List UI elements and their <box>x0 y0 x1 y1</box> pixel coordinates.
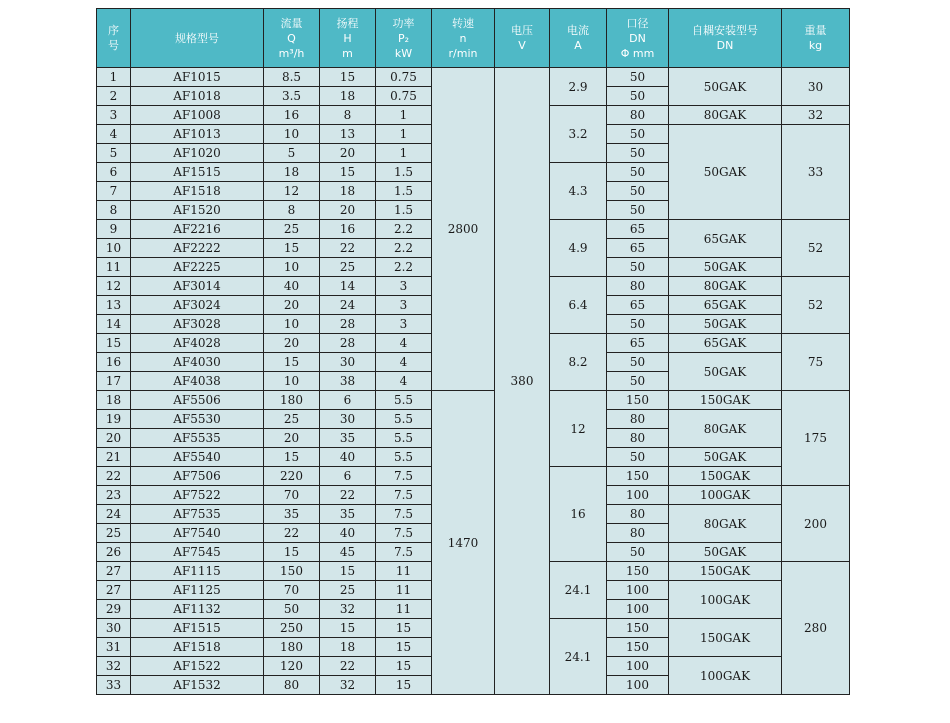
row-model: AF1518 <box>131 638 264 657</box>
row-index: 12 <box>97 277 131 296</box>
row-head: 18 <box>320 87 376 106</box>
header-head: 扬程 H m <box>320 9 376 68</box>
row-model: AF1008 <box>131 106 264 125</box>
row-index: 17 <box>97 372 131 391</box>
row-flow: 8.5 <box>264 68 320 87</box>
row-head: 28 <box>320 315 376 334</box>
row-power: 3 <box>376 296 432 315</box>
row-install-model: 80GAK <box>669 410 782 448</box>
row-head: 15 <box>320 68 376 87</box>
row-flow: 40 <box>264 277 320 296</box>
row-install-model: 150GAK <box>669 619 782 657</box>
row-index: 29 <box>97 600 131 619</box>
row-flow: 20 <box>264 334 320 353</box>
row-install-model: 65GAK <box>669 334 782 353</box>
row-power: 3 <box>376 315 432 334</box>
row-index: 5 <box>97 144 131 163</box>
row-diameter: 150 <box>607 467 669 486</box>
row-install-model: 50GAK <box>669 68 782 106</box>
row-power: 15 <box>376 619 432 638</box>
row-model: AF1518 <box>131 182 264 201</box>
row-index: 11 <box>97 258 131 277</box>
row-head: 40 <box>320 448 376 467</box>
row-power: 15 <box>376 638 432 657</box>
row-index: 23 <box>97 486 131 505</box>
row-install-model: 100GAK <box>669 657 782 695</box>
row-model: AF5530 <box>131 410 264 429</box>
row-diameter: 50 <box>607 68 669 87</box>
header-current: 电流 A <box>550 9 607 68</box>
row-weight: 200 <box>782 486 850 562</box>
row-head: 22 <box>320 657 376 676</box>
row-index: 1 <box>97 68 131 87</box>
row-head: 8 <box>320 106 376 125</box>
row-head: 15 <box>320 562 376 581</box>
row-model: AF4028 <box>131 334 264 353</box>
row-diameter: 50 <box>607 163 669 182</box>
row-head: 30 <box>320 410 376 429</box>
row-flow: 10 <box>264 258 320 277</box>
row-index: 15 <box>97 334 131 353</box>
header-weight: 重量 kg <box>782 9 850 68</box>
row-head: 20 <box>320 201 376 220</box>
row-diameter: 50 <box>607 258 669 277</box>
table-row <box>97 68 850 87</box>
row-index: 8 <box>97 201 131 220</box>
row-install-model: 100GAK <box>669 581 782 619</box>
row-power: 5.5 <box>376 410 432 429</box>
row-power: 2.2 <box>376 220 432 239</box>
row-model: AF5535 <box>131 429 264 448</box>
row-power: 3 <box>376 277 432 296</box>
row-diameter: 100 <box>607 581 669 600</box>
row-index: 13 <box>97 296 131 315</box>
row-speed: 2800 <box>432 68 495 391</box>
header-speed: 转速 n r/min <box>432 9 495 68</box>
row-model: AF3014 <box>131 277 264 296</box>
row-model: AF1132 <box>131 600 264 619</box>
row-head: 20 <box>320 144 376 163</box>
row-model: AF1020 <box>131 144 264 163</box>
row-power: 1.5 <box>376 201 432 220</box>
row-current: 4.3 <box>550 163 607 220</box>
row-index: 31 <box>97 638 131 657</box>
row-flow: 80 <box>264 676 320 695</box>
row-index: 27 <box>97 581 131 600</box>
row-diameter: 100 <box>607 676 669 695</box>
row-head: 32 <box>320 676 376 695</box>
row-model: AF1532 <box>131 676 264 695</box>
row-diameter: 50 <box>607 353 669 372</box>
row-flow: 70 <box>264 581 320 600</box>
row-model: AF1515 <box>131 619 264 638</box>
row-install-model: 100GAK <box>669 486 782 505</box>
row-power: 1 <box>376 144 432 163</box>
row-index: 3 <box>97 106 131 125</box>
row-weight: 32 <box>782 106 850 125</box>
row-power: 11 <box>376 581 432 600</box>
row-install-model: 50GAK <box>669 353 782 391</box>
row-power: 2.2 <box>376 239 432 258</box>
row-head: 15 <box>320 163 376 182</box>
row-index: 4 <box>97 125 131 144</box>
row-flow: 150 <box>264 562 320 581</box>
header-index: 序 号 <box>97 9 131 68</box>
row-head: 28 <box>320 334 376 353</box>
row-head: 14 <box>320 277 376 296</box>
row-install-model: 65GAK <box>669 220 782 258</box>
row-diameter: 80 <box>607 106 669 125</box>
row-power: 7.5 <box>376 486 432 505</box>
row-flow: 8 <box>264 201 320 220</box>
row-head: 6 <box>320 467 376 486</box>
row-flow: 10 <box>264 125 320 144</box>
row-power: 15 <box>376 657 432 676</box>
header-install-model: 自耦安装型号 DN <box>669 9 782 68</box>
row-install-model: 50GAK <box>669 125 782 220</box>
row-weight: 52 <box>782 220 850 277</box>
row-weight: 30 <box>782 68 850 106</box>
row-model: AF4038 <box>131 372 264 391</box>
row-power: 4 <box>376 334 432 353</box>
row-head: 18 <box>320 182 376 201</box>
row-model: AF2216 <box>131 220 264 239</box>
row-model: AF3028 <box>131 315 264 334</box>
row-flow: 22 <box>264 524 320 543</box>
row-head: 32 <box>320 600 376 619</box>
row-flow: 70 <box>264 486 320 505</box>
header-model: 规格型号 <box>131 9 264 68</box>
row-head: 35 <box>320 505 376 524</box>
row-flow: 10 <box>264 315 320 334</box>
row-flow: 20 <box>264 296 320 315</box>
row-flow: 35 <box>264 505 320 524</box>
row-flow: 15 <box>264 239 320 258</box>
row-diameter: 80 <box>607 524 669 543</box>
row-flow: 15 <box>264 448 320 467</box>
row-diameter: 80 <box>607 505 669 524</box>
header-row <box>97 9 850 68</box>
row-power: 5.5 <box>376 391 432 410</box>
row-diameter: 65 <box>607 239 669 258</box>
row-diameter: 100 <box>607 600 669 619</box>
row-power: 5.5 <box>376 448 432 467</box>
row-current: 4.9 <box>550 220 607 277</box>
row-install-model: 50GAK <box>669 315 782 334</box>
row-head: 15 <box>320 619 376 638</box>
row-head: 40 <box>320 524 376 543</box>
row-model: AF1125 <box>131 581 264 600</box>
row-diameter: 150 <box>607 391 669 410</box>
header-flow: 流量 Q m³/h <box>264 9 320 68</box>
header-diameter: 口径 DN Φ mm <box>607 9 669 68</box>
row-head: 25 <box>320 581 376 600</box>
row-weight: 280 <box>782 562 850 695</box>
row-diameter: 50 <box>607 372 669 391</box>
row-model: AF1520 <box>131 201 264 220</box>
row-index: 30 <box>97 619 131 638</box>
row-install-model: 150GAK <box>669 391 782 410</box>
row-flow: 250 <box>264 619 320 638</box>
row-install-model: 150GAK <box>669 467 782 486</box>
row-head: 38 <box>320 372 376 391</box>
row-diameter: 80 <box>607 410 669 429</box>
row-power: 7.5 <box>376 543 432 562</box>
row-voltage: 380 <box>495 68 550 695</box>
row-power: 1.5 <box>376 163 432 182</box>
row-power: 11 <box>376 562 432 581</box>
row-index: 21 <box>97 448 131 467</box>
row-install-model: 50GAK <box>669 448 782 467</box>
row-model: AF7506 <box>131 467 264 486</box>
row-model: AF4030 <box>131 353 264 372</box>
row-model: AF2222 <box>131 239 264 258</box>
row-model: AF1013 <box>131 125 264 144</box>
row-flow: 10 <box>264 372 320 391</box>
row-current: 6.4 <box>550 277 607 334</box>
row-index: 2 <box>97 87 131 106</box>
row-weight: 33 <box>782 125 850 220</box>
row-install-model: 80GAK <box>669 106 782 125</box>
table-body <box>97 68 850 695</box>
row-index: 20 <box>97 429 131 448</box>
row-speed: 1470 <box>432 391 495 695</box>
row-model: AF1515 <box>131 163 264 182</box>
row-diameter: 65 <box>607 334 669 353</box>
row-current: 8.2 <box>550 334 607 391</box>
row-head: 18 <box>320 638 376 657</box>
row-flow: 12 <box>264 182 320 201</box>
row-flow: 120 <box>264 657 320 676</box>
row-flow: 16 <box>264 106 320 125</box>
row-model: AF3024 <box>131 296 264 315</box>
row-index: 16 <box>97 353 131 372</box>
row-install-model: 50GAK <box>669 543 782 562</box>
row-flow: 18 <box>264 163 320 182</box>
row-diameter: 65 <box>607 220 669 239</box>
row-head: 16 <box>320 220 376 239</box>
row-power: 4 <box>376 372 432 391</box>
row-index: 26 <box>97 543 131 562</box>
row-flow: 3.5 <box>264 87 320 106</box>
row-index: 10 <box>97 239 131 258</box>
row-power: 7.5 <box>376 505 432 524</box>
row-head: 22 <box>320 239 376 258</box>
row-model: AF5506 <box>131 391 264 410</box>
row-diameter: 50 <box>607 448 669 467</box>
row-head: 30 <box>320 353 376 372</box>
row-model: AF7535 <box>131 505 264 524</box>
header-power: 功率 P₂ kW <box>376 9 432 68</box>
row-head: 25 <box>320 258 376 277</box>
row-flow: 180 <box>264 638 320 657</box>
row-flow: 220 <box>264 467 320 486</box>
row-power: 15 <box>376 676 432 695</box>
row-weight: 175 <box>782 391 850 486</box>
row-install-model: 65GAK <box>669 296 782 315</box>
row-flow: 25 <box>264 220 320 239</box>
row-head: 35 <box>320 429 376 448</box>
row-model: AF7540 <box>131 524 264 543</box>
row-index: 19 <box>97 410 131 429</box>
row-diameter: 150 <box>607 638 669 657</box>
row-install-model: 150GAK <box>669 562 782 581</box>
header-voltage: 电压 V <box>495 9 550 68</box>
row-current: 3.2 <box>550 106 607 163</box>
row-diameter: 80 <box>607 429 669 448</box>
row-power: 7.5 <box>376 467 432 486</box>
row-head: 22 <box>320 486 376 505</box>
row-power: 1 <box>376 106 432 125</box>
row-diameter: 50 <box>607 315 669 334</box>
pump-spec-table <box>96 8 850 695</box>
row-index: 9 <box>97 220 131 239</box>
row-index: 7 <box>97 182 131 201</box>
row-index: 24 <box>97 505 131 524</box>
row-flow: 50 <box>264 600 320 619</box>
row-weight: 75 <box>782 334 850 391</box>
row-head: 45 <box>320 543 376 562</box>
row-install-model: 80GAK <box>669 505 782 543</box>
row-diameter: 50 <box>607 87 669 106</box>
row-model: AF1522 <box>131 657 264 676</box>
row-power: 2.2 <box>376 258 432 277</box>
row-current: 24.1 <box>550 562 607 619</box>
row-power: 1.5 <box>376 182 432 201</box>
row-diameter: 50 <box>607 125 669 144</box>
row-diameter: 150 <box>607 562 669 581</box>
row-index: 25 <box>97 524 131 543</box>
row-index: 22 <box>97 467 131 486</box>
row-flow: 180 <box>264 391 320 410</box>
row-diameter: 65 <box>607 296 669 315</box>
row-flow: 20 <box>264 429 320 448</box>
row-install-model: 50GAK <box>669 258 782 277</box>
row-head: 6 <box>320 391 376 410</box>
row-model: AF7522 <box>131 486 264 505</box>
row-power: 0.75 <box>376 68 432 87</box>
row-index: 14 <box>97 315 131 334</box>
row-current: 2.9 <box>550 68 607 106</box>
row-model: AF5540 <box>131 448 264 467</box>
row-diameter: 150 <box>607 619 669 638</box>
row-index: 33 <box>97 676 131 695</box>
row-install-model: 80GAK <box>669 277 782 296</box>
row-index: 32 <box>97 657 131 676</box>
row-power: 11 <box>376 600 432 619</box>
row-power: 1 <box>376 125 432 144</box>
row-flow: 5 <box>264 144 320 163</box>
row-power: 7.5 <box>376 524 432 543</box>
row-power: 0.75 <box>376 87 432 106</box>
row-model: AF2225 <box>131 258 264 277</box>
row-current: 12 <box>550 391 607 467</box>
row-diameter: 50 <box>607 144 669 163</box>
row-diameter: 50 <box>607 201 669 220</box>
row-model: AF7545 <box>131 543 264 562</box>
row-diameter: 100 <box>607 657 669 676</box>
row-model: AF1018 <box>131 87 264 106</box>
row-weight: 52 <box>782 277 850 334</box>
row-current: 24.1 <box>550 619 607 695</box>
row-diameter: 80 <box>607 277 669 296</box>
row-diameter: 100 <box>607 486 669 505</box>
row-model: AF1115 <box>131 562 264 581</box>
row-power: 5.5 <box>376 429 432 448</box>
row-diameter: 50 <box>607 182 669 201</box>
row-power: 4 <box>376 353 432 372</box>
row-flow: 25 <box>264 410 320 429</box>
row-flow: 15 <box>264 543 320 562</box>
row-current: 16 <box>550 467 607 562</box>
row-index: 18 <box>97 391 131 410</box>
row-diameter: 50 <box>607 543 669 562</box>
row-head: 24 <box>320 296 376 315</box>
row-model: AF1015 <box>131 68 264 87</box>
row-index: 6 <box>97 163 131 182</box>
row-head: 13 <box>320 125 376 144</box>
table-row <box>97 391 850 410</box>
row-flow: 15 <box>264 353 320 372</box>
row-index: 27 <box>97 562 131 581</box>
